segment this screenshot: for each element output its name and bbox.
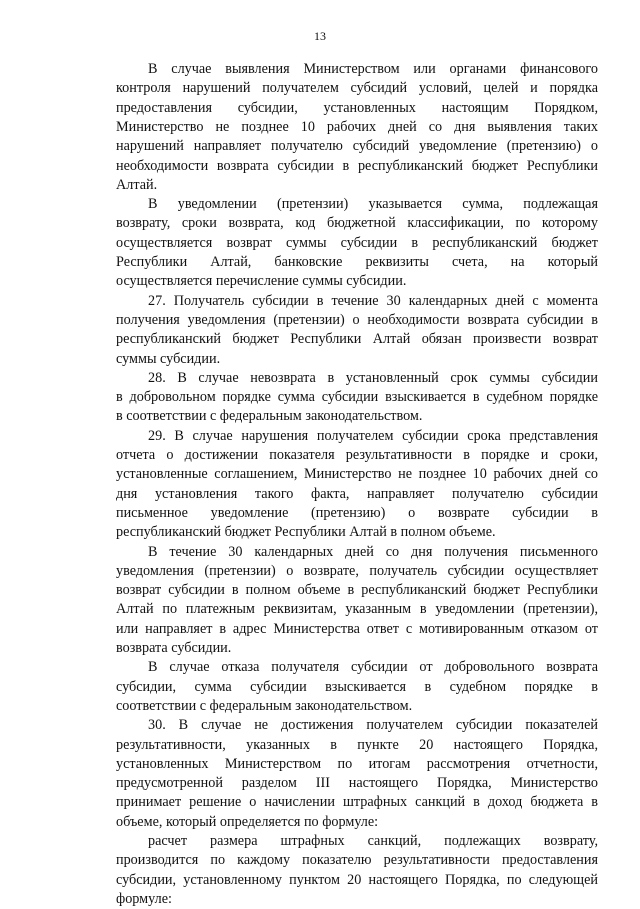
text-line: формуле: [116,891,172,907]
text-line: предусмотренной разделом III настоящего Порядка, Министерство [116,775,598,791]
text-line: письменное уведомление (претензию) о возврате субсидии в [116,505,598,521]
text-line: Алтай по платежным реквизитам, указанным в уведомлении (претензии), [116,601,598,617]
text-line: результативности, указанных в пункте 20 настоящего Порядка, [116,737,598,753]
text-line: уведомления (претензии) о возврате, получатель субсидии осуществляет [116,563,598,579]
text-line: производится по каждому показателю результативности предоставления [116,852,598,868]
text-line: предоставления субсидии, установленных настоящим Порядком, [116,100,598,116]
text-line: В случае отказа получателя субсидии от добровольного возврата [148,659,598,675]
text-line: получения уведомления (претензии) о необходимости возврата субсидии в [116,312,598,328]
page-number: 13 [314,29,326,43]
text-line: расчет размера штрафных санкций, подлежащих возврату, [148,833,598,849]
text-line: осуществляется возврат суммы субсидии в республиканский бюджет [116,235,598,251]
text-line: соответствии с федеральным законодательством. [116,698,413,714]
text-line: республиканский бюджет Республики Алтай в полном объеме. [116,524,496,540]
text-line: В течение 30 календарных дней со дня получения письменного [148,544,598,560]
text-line: или направляет в адрес Министерства ответ с мотивированным отказом от [116,621,598,637]
text-line: нарушений направляет получателю субсидий уведомление (претензию) о [116,138,598,154]
text-line: 28. В случае невозврата в установленный срок суммы субсидии [148,370,598,386]
text-line: возврату, сроки возврата, код бюджетной классификации, по которому [116,215,598,231]
text-line: 30. В случае не достижения получателем субсидии показателей [148,717,598,733]
text-line: установленные соглашением, Министерство не позднее 10 рабочих дней со [116,466,598,482]
text-line: принимает решение о начислении штрафных санкций в доход бюджета в [116,794,598,810]
text-line: объеме, который определяется по формуле: [116,814,379,830]
text-line: возврата субсидии. [116,640,232,656]
text-line: в добровольном порядке сумма субсидии взыскивается в судебном порядке [116,389,598,405]
text-line: необходимости возврата субсидии в республиканский бюджет Республики [116,158,598,174]
text-line: субсидии, установленному пунктом 20 настоящего Порядка, по следующей [116,872,598,888]
text-line: отчета о достижении показателя результативности в порядке и сроки, [116,447,598,463]
text-line: суммы субсидии. [116,351,221,367]
text-line: Алтай. [116,177,158,193]
text-line: республиканский бюджет Республики Алтай обязан произвести возврат [116,331,598,347]
text-line: В случае выявления Министерством или органами финансового [148,61,598,77]
text-line: дня установления такого факта, направляет получателю субсидии [116,486,598,502]
text-line: 27. Получатель субсидии в течение 30 календарных дней с момента [148,293,598,309]
text-line: 29. В случае нарушения получателем субсидии срока представления [148,428,598,444]
text-line: установленных Министерством по итогам рассмотрения отчетности, [116,756,598,772]
text-line: осуществляется перечисление суммы субсидии. [116,273,407,289]
text-line: Республики Алтай, банковские реквизиты счета, на который [116,254,598,270]
text-line: субсидии, сумма субсидии взыскивается в судебном порядке в [116,679,598,695]
text-line: Министерство не позднее 10 рабочих дней со дня выявления таких [116,119,598,135]
text-line: в соответствии с федеральным законодательством. [116,408,423,424]
text-line: В уведомлении (претензии) указывается сумма, подлежащая [148,196,598,212]
text-line: возврат субсидии в полном объеме в республиканский бюджет Республики [116,582,598,598]
text-line: контроля нарушений получателем субсидий условий, целей и порядка [116,80,598,96]
